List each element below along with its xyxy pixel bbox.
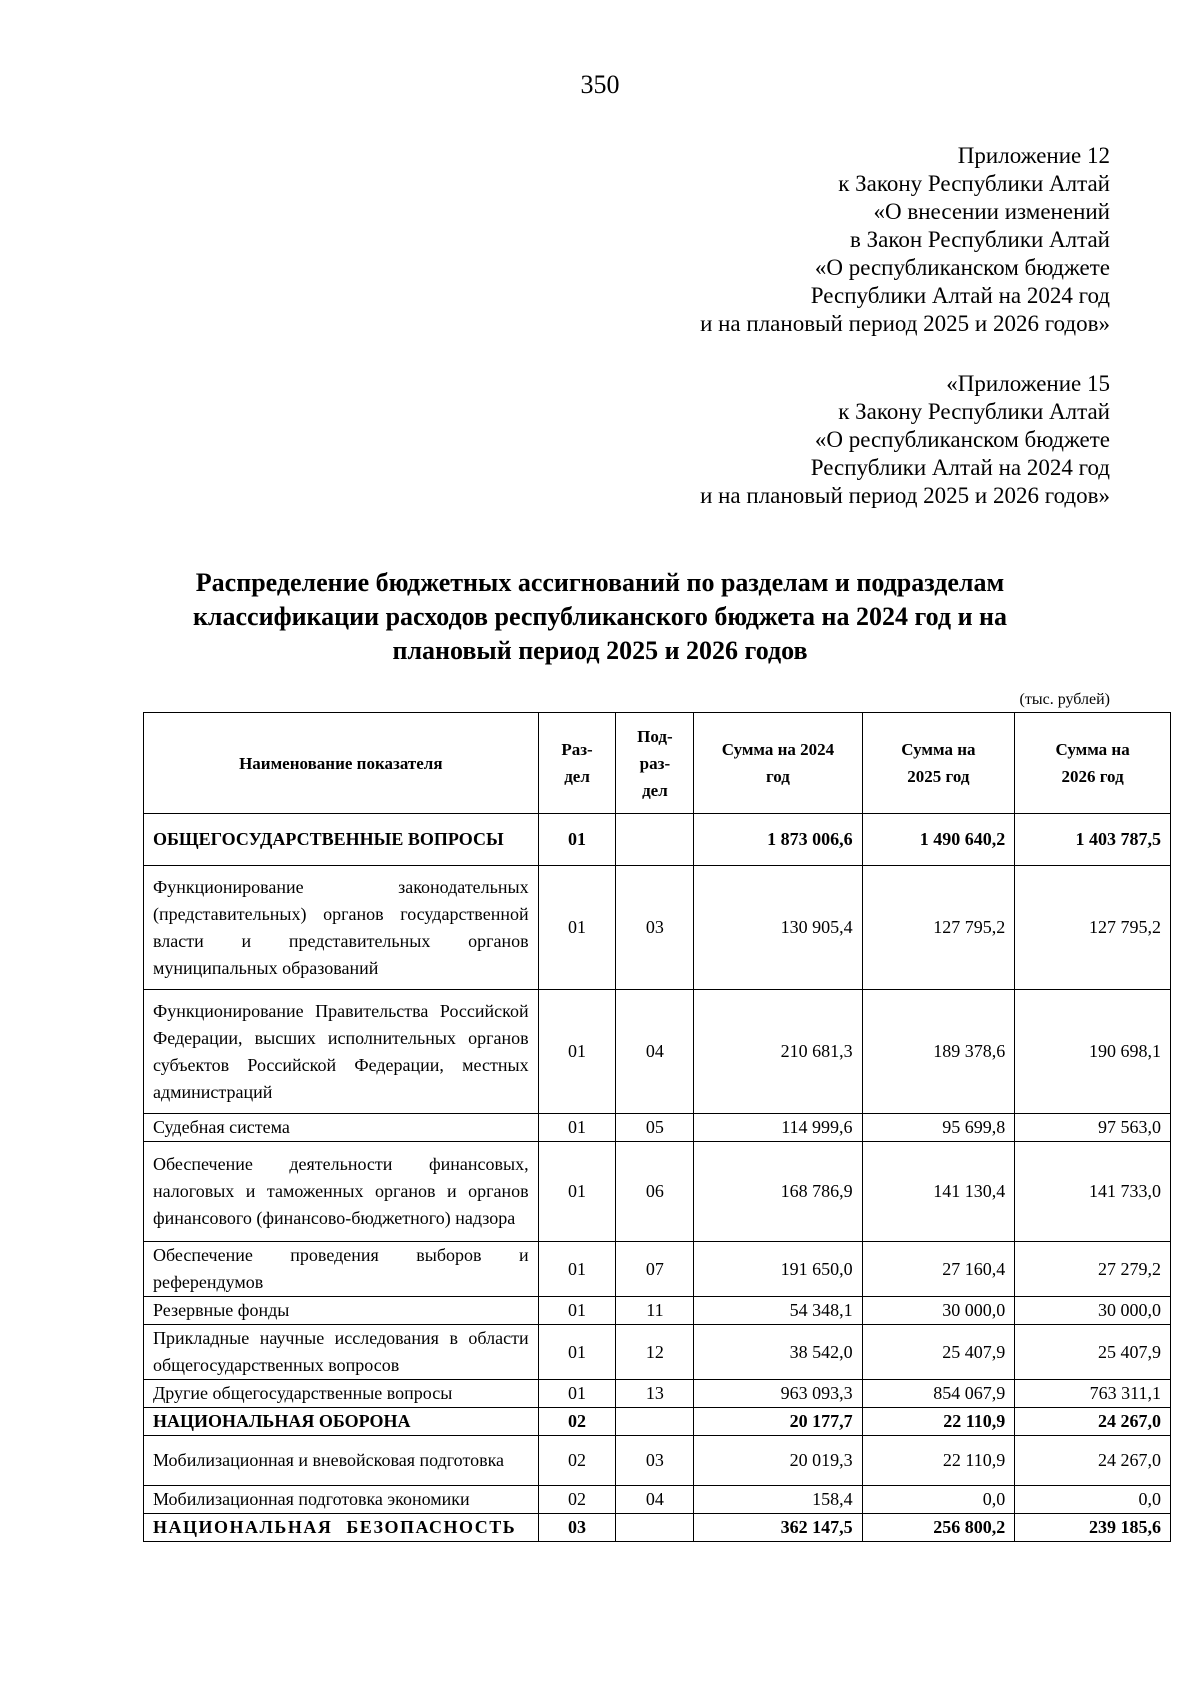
cell-subsection: 07	[616, 1242, 694, 1297]
cell-sum-2024: 20 019,3	[694, 1436, 862, 1486]
cell-sum-2025: 189 378,6	[862, 990, 1015, 1114]
table-row	[144, 1242, 1171, 1297]
header-section: Раз- дел	[538, 713, 616, 814]
cell-sum-2024: 20 177,7	[694, 1408, 862, 1436]
cell-section: 01	[538, 1114, 616, 1142]
annex-current-line: Приложение 12	[957, 143, 1110, 168]
cell-sum-2024: 114 999,6	[694, 1114, 862, 1142]
cell-section: 01	[538, 1325, 616, 1380]
title-line: плановый период 2025 и 2026 годов	[392, 636, 808, 665]
cell-name: Обеспечение проведения выборов и референдумов	[144, 1242, 539, 1297]
cell-name: Прикладные научные исследования в области общегосударственных вопросов	[144, 1325, 539, 1380]
cell-name: НАЦИОНАЛЬНАЯ БЕЗОПАСНОСТЬ	[144, 1514, 539, 1542]
cell-name: Судебная система	[144, 1114, 539, 1142]
cell-name: Мобилизационная подготовка экономики	[144, 1486, 539, 1514]
cell-name: Другие общегосударственные вопросы	[144, 1380, 539, 1408]
table-header-row	[144, 713, 1171, 814]
cell-sum-2024: 38 542,0	[694, 1325, 862, 1380]
cell-sum-2024: 158,4	[694, 1486, 862, 1514]
annex-current-line: и на плановый период 2025 и 2026 годов»	[700, 311, 1110, 336]
table-section-row	[144, 1408, 1171, 1436]
table-row	[144, 1436, 1171, 1486]
cell-section: 01	[538, 866, 616, 990]
cell-section: 01	[538, 814, 616, 866]
title-line: Распределение бюджетных ассигнований по разделам и подразделам	[195, 568, 1005, 597]
cell-subsection: 04	[616, 990, 694, 1114]
cell-section: 03	[538, 1514, 616, 1542]
annex-original-line: к Закону Республики Алтай	[838, 399, 1110, 424]
annex-original-header	[700, 370, 1110, 510]
table-row	[144, 1297, 1171, 1325]
annex-original-line: и на плановый период 2025 и 2026 годов»	[700, 483, 1110, 508]
header-name: Наименование показателя	[144, 713, 539, 814]
cell-subsection: 13	[616, 1380, 694, 1408]
annex-current-line: «О республиканском бюджете	[814, 255, 1110, 280]
table-section-row	[144, 814, 1171, 866]
table-row	[144, 1380, 1171, 1408]
cell-sum-2025: 127 795,2	[862, 866, 1015, 990]
cell-section: 01	[538, 1242, 616, 1297]
cell-sum-2024: 1 873 006,6	[694, 814, 862, 866]
annex-original-line: Республики Алтай на 2024 год	[810, 455, 1110, 480]
cell-subsection: 04	[616, 1486, 694, 1514]
annex-current-line: Республики Алтай на 2024 год	[810, 283, 1110, 308]
cell-sum-2025: 141 130,4	[862, 1142, 1015, 1242]
header-subsection: Под- раз- дел	[616, 713, 694, 814]
cell-sum-2026: 190 698,1	[1015, 990, 1171, 1114]
cell-sum-2026: 24 267,0	[1015, 1436, 1171, 1486]
table-row	[144, 990, 1171, 1114]
cell-sum-2025: 25 407,9	[862, 1325, 1015, 1380]
cell-subsection	[616, 1408, 694, 1436]
cell-subsection: 03	[616, 1436, 694, 1486]
budget-table	[143, 712, 1171, 1542]
cell-subsection: 06	[616, 1142, 694, 1242]
cell-sum-2026: 1 403 787,5	[1015, 814, 1171, 866]
cell-name: Функционирование Правительства Российской Федерации, высших исполнительных органов субъектов Российской Федерации, местных администраций	[144, 990, 539, 1114]
cell-section: 02	[538, 1486, 616, 1514]
cell-section: 01	[538, 1380, 616, 1408]
cell-name: Функционирование законодательных (представительных) органов государственной власти и представительных органов муниципальных образований	[144, 866, 539, 990]
cell-sum-2025: 27 160,4	[862, 1242, 1015, 1297]
header-sum-2025: Сумма на 2025 год	[862, 713, 1015, 814]
table-row	[144, 1325, 1171, 1380]
cell-sum-2025: 854 067,9	[862, 1380, 1015, 1408]
cell-section: 01	[538, 1297, 616, 1325]
table-row	[144, 866, 1171, 990]
cell-sum-2025: 0,0	[862, 1486, 1015, 1514]
cell-sum-2024: 963 093,3	[694, 1380, 862, 1408]
annex-current-header	[700, 142, 1110, 338]
cell-sum-2024: 191 650,0	[694, 1242, 862, 1297]
cell-sum-2025: 22 110,9	[862, 1436, 1015, 1486]
annex-current-line: в Закон Республики Алтай	[850, 227, 1110, 252]
annex-current-line: к Закону Республики Алтай	[838, 171, 1110, 196]
cell-sum-2026: 127 795,2	[1015, 866, 1171, 990]
table-section-row	[144, 1514, 1171, 1542]
cell-sum-2026: 24 267,0	[1015, 1408, 1171, 1436]
cell-name: Обеспечение деятельности финансовых, налоговых и таможенных органов и органов финансового (финансово-бюджетного) надзора	[144, 1142, 539, 1242]
cell-subsection	[616, 814, 694, 866]
cell-sum-2026: 97 563,0	[1015, 1114, 1171, 1142]
table-row	[144, 1486, 1171, 1514]
cell-sum-2026: 27 279,2	[1015, 1242, 1171, 1297]
cell-sum-2025: 1 490 640,2	[862, 814, 1015, 866]
cell-section: 01	[538, 990, 616, 1114]
header-sum-2024: Сумма на 2024 год	[694, 713, 862, 814]
title-line: классификации расходов республиканского бюджета на 2024 год и на	[192, 602, 1008, 631]
page-number: 350	[580, 70, 620, 99]
cell-name: ОБЩЕГОСУДАРСТВЕННЫЕ ВОПРОСЫ	[144, 814, 539, 866]
cell-sum-2025: 30 000,0	[862, 1297, 1015, 1325]
header-sum-2026: Сумма на 2026 год	[1015, 713, 1171, 814]
cell-sum-2026: 25 407,9	[1015, 1325, 1171, 1380]
cell-subsection	[616, 1514, 694, 1542]
cell-subsection: 11	[616, 1297, 694, 1325]
cell-sum-2025: 256 800,2	[862, 1514, 1015, 1542]
cell-section: 01	[538, 1142, 616, 1242]
document-title	[150, 566, 1050, 668]
table-row	[144, 1142, 1171, 1242]
annex-original-line: «Приложение 15	[946, 371, 1110, 396]
cell-section: 02	[538, 1436, 616, 1486]
cell-name: НАЦИОНАЛЬНАЯ ОБОРОНА	[144, 1408, 539, 1436]
annex-current-line: «О внесении изменений	[873, 199, 1110, 224]
cell-sum-2026: 30 000,0	[1015, 1297, 1171, 1325]
cell-section: 02	[538, 1408, 616, 1436]
cell-sum-2024: 210 681,3	[694, 990, 862, 1114]
cell-sum-2024: 362 147,5	[694, 1514, 862, 1542]
table-row	[144, 1114, 1171, 1142]
cell-sum-2024: 54 348,1	[694, 1297, 862, 1325]
cell-subsection: 03	[616, 866, 694, 990]
cell-subsection: 05	[616, 1114, 694, 1142]
cell-sum-2026: 141 733,0	[1015, 1142, 1171, 1242]
cell-name: Резервные фонды	[144, 1297, 539, 1325]
cell-sum-2024: 168 786,9	[694, 1142, 862, 1242]
table-body	[144, 814, 1171, 1542]
annex-original-line: «О республиканском бюджете	[814, 427, 1110, 452]
cell-subsection: 12	[616, 1325, 694, 1380]
cell-sum-2025: 95 699,8	[862, 1114, 1015, 1142]
cell-sum-2025: 22 110,9	[862, 1408, 1015, 1436]
cell-sum-2026: 763 311,1	[1015, 1380, 1171, 1408]
cell-sum-2026: 239 185,6	[1015, 1514, 1171, 1542]
cell-sum-2024: 130 905,4	[694, 866, 862, 990]
unit-label: (тыс. рублей)	[1019, 691, 1110, 708]
cell-sum-2026: 0,0	[1015, 1486, 1171, 1514]
cell-name: Мобилизационная и вневойсковая подготовка	[144, 1436, 539, 1486]
